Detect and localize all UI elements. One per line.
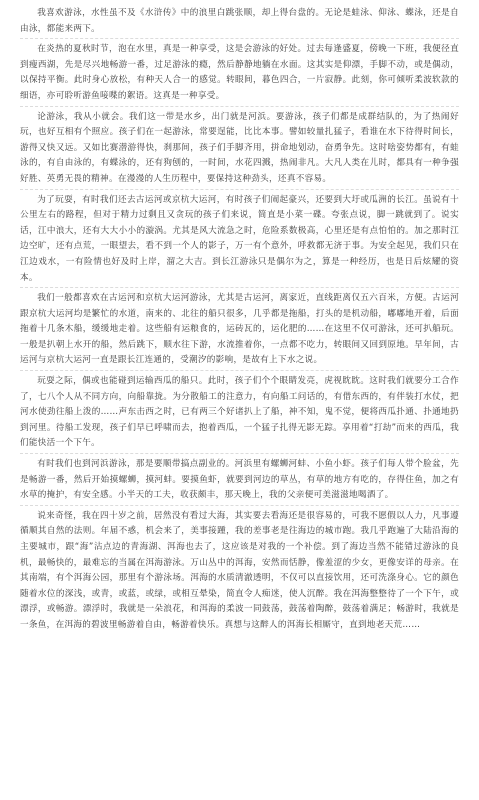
paragraph-7: 有时我们也到河浜游泳，那是要顺带搞点副业的。河浜里有螺蛳河蚌、小鱼小虾。孩子们每人带个脸盆，先是畅游一番，然后开始摸螺蛳，摸河蚌。要摸鱼虾，就要到河边的草丛，有草的地方有吃的，存得住鱼，加之有水草的掩护，有安全感。小半天的工夫，收获颇丰，那天晚上，我的父亲便可美滋滋地喝酒了。 — [20, 459, 459, 501]
divider — [20, 38, 459, 39]
paragraph-1: 我喜欢游泳，水性虽不及《水浒传》中的浪里白跳张顺，却上得台盘的。无论是蛙泳、仰泳、蝶泳，还是自由泳，都能来两下。 — [20, 8, 459, 34]
paragraph-6: 玩耍之际，偶或也能碰到运输西瓜的船只。此时，孩子们个个眼睛发亮，虎视眈眈。这时我们就要分工合作了，七八个人从不同方向，向船靠拢。为分散船工的注意力，有向船工问话的，有借东西的，有伴装打水仗，把河水使劲往船上泼的……声东击西之时，已有两三个好诸扒上了船，神不知，鬼不觉，便将西瓜扑通、扑通地扔到河里。待船工发现，孩子们早已呼啸而去，抱着西瓜，一个猛子扎得无影无踪。享用着“打劫”而来的西瓜，我们能快活一个下午。 — [20, 376, 459, 449]
divider — [20, 106, 459, 107]
divider — [20, 453, 459, 454]
divider — [20, 287, 459, 288]
paragraph-2: 在炎热的夏秋时节，泡在水里，真是一种享受，这是会游泳的好处。过去每逢盛夏，傍晚一下班，我便径直到瘦西湖，先是尽兴地畅游一番，过足游泳的瘾，然后静静地躺在水面。这其实是仰漂，手脚不动，或是偶动，以保持平衡。此时身心放松，有种天人合一的感觉。转眼间，暮色四合，一片寂静。此刻，你可倾听柔波软款的细语，亦可聆听游鱼唼喋的絮语。这真是一种享受。 — [20, 44, 459, 101]
divider — [20, 370, 459, 371]
paragraph-3: 论游泳，我从小就会。我们这一带是水乡，出门就是河浜。要游泳，孩子们都是成群结队的，为了热闹好玩，也好互相有个照应。孩子们在一起游泳，常要逞能，比比本事。譬如较量扎猛子，看谁在水下待得时间长，游得又快又远。又如比赛潜游得快，刹那间，孩子们手脚齐用，拼命地划动，奋勇争先。这时啥姿势都有，有蛙泳的，有自由泳的，有蝶泳的，还有狗刨的，一时间，水花四溅，热闹非凡。大凡人类在儿时，都具有一种争强好胜、英勇无畏的精神。在漫漫的人生历程中，要保持这种劲头，还真不容易。 — [20, 111, 459, 184]
paragraph-8: 说来奇怪，我在四十岁之前，居然没有看过大海，其实要去看海还是很容易的，可我不愿假以人力，凡事遵循顺其自然的法则。年届不惑，机会来了，美事接踵，我的差事老是往海边的城市跑。我几乎跑遍了大陆沿海的主要城市，跟“海”沾点边的青海湖、洱海也去了，这应该是对我的一个补偿。到了海边当然不能错过游泳的良机，最畅快的，最难忘的当属在洱海游泳。万山丛中的洱海，安然而恬静，像羞涩的少女，更像安详的母亲。在其南端，有个洱海公园，那里有个游泳场。洱海的水质清澈透明，不仅可以直接饮用，还可洗涤身心。它的颜色随着水位的深浅，或青，或蓝，或绿，或相互晕染，简直令人痴迷，使人沉醉。我在洱海整整待了一个下午，或漂浮，或畅游。漂浮时，我就是一朵浪花，和洱海的柔波一同鼓荡，鼓荡着陶醉，鼓荡着满足；畅游时，我就是一条鱼，在洱海的碧波里畅游着自由，畅游着快乐。真想与这醉人的洱海长相厮守，直到地老天荒…… — [20, 510, 459, 630]
divider — [20, 189, 459, 190]
paragraph-5: 我们一般都喜欢在古运河和京杭大运河游泳，尤其是古运河，离家近，直线距离仅五六百米，方便。古运河跟京杭大运河均是繁忙的水道，南来的、北往的船只很多，几乎都是拖船，打头的是机动船，嘟嘟地开着，后面拖着十几条木船，缓缓地走着。这些船有运粮食的，运砖瓦的，运化肥的……在这里不仅可游泳，还可扒船玩。一般是扒朝上水开的船，然后跳下，顺水往下游，水流推着你，一点都不吃力，转眼间又回到原地。早年间，古运河与京杭大运河一直是跟长江连通的，受潮汐的影响，是故有上下水之说。 — [20, 293, 459, 366]
paragraph-4: 为了玩耍，有时我们还去古运河或京杭大运河，有时孩子们闹起豪兴，还要到大圩或瓜洲的长江。虽说有十公里左右的路程，但对于精力过剩且又贪玩的孩子们来说，简直是小菜一碟。夸张点说，脚一跳就到了。说实话，江中浪大，还有大大小小的漩涡。尤其是风大流急之时，危险系数极高，心里还是有点怕怕的。加之那时江边空旷，还有点荒，一眼望去，看不到一个人的影子，万一有个意外，呼救都无济于事。为安全起见，我们只在江边戏水，一有险情也好及时上岸，溜之大吉。到长江游泳只是偶尔为之，算是一种经历，也是日后炫耀的资本。 — [20, 194, 459, 283]
divider — [20, 505, 459, 506]
